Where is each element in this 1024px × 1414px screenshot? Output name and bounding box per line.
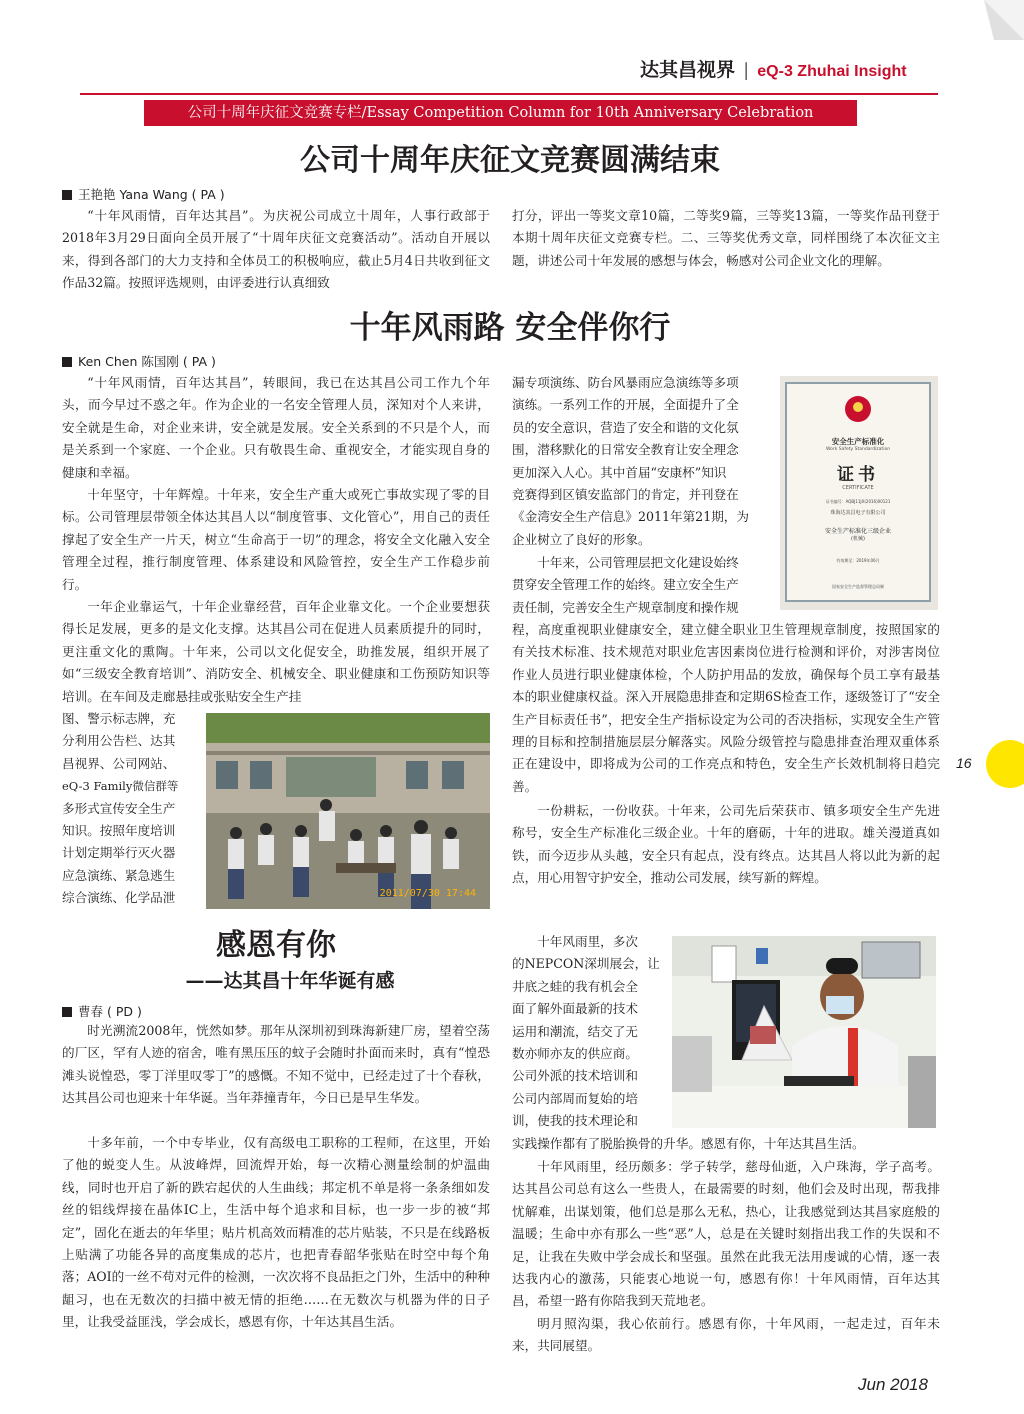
text-line: 演练。一系列工作的开展，全面提升了全 [512,397,739,413]
byline-marker [62,357,72,367]
wrap-line: 面了解外面最新的技术 [512,1001,638,1017]
text-line: 员的安全意识，营造了安全和谐的文化氛 [512,419,739,435]
header-rule [80,93,938,95]
article3-author: 曹春 ( PD ) [78,1004,142,1019]
wrap-line: 训，使我的技术理论和 [512,1113,638,1129]
column-banner [144,100,857,126]
article2-left-p2: 十年坚守，十年辉煌。十年来，安全生产重大或死亡事故实现了零的目标。公司管理层带领全体达其昌人以“制度管事、文化管心”，用自己的责任撑起了安全生产一片天，树立“生命高于一切”的理念，将安全文化融入安全管理全过程，推行制度管理、体系建设和风险管控，安全生产工作稳步前行。 [62,487,490,592]
wrap-line: 分利用公告栏、达其 [62,733,176,749]
article1-author: 王艳艳 Yana Wang ( PA ) [78,187,225,202]
certificate-frame [785,382,931,602]
page-number: 16 [956,755,972,771]
wrap-line: 公司内部周而复始的培 [512,1090,638,1106]
article2-left-p1: “十年风雨情，百年达其昌”，转眼间，我已在达其昌公司工作九个年头，而今早过不惑之年。作为企业的一名安全管理人员，深知对个人来讲，安全就是生命，对企业来讲，安全就是发展。安全关系到的不只是个人，而是关系到一个家庭、一个企业。只有敬畏生命、重视安全，才能实现自身的健康和幸福。 [62,375,490,480]
article3-right-p3: 明月照沟渠，我心依前行。感恩有你，十年风雨，一起走过，百年未来，共同展望。 [512,1316,940,1354]
certificate-title: 证书 [837,465,879,485]
article3-left-p2: 十多年前，一个中专毕业，仅有高级电工职称的工程师，在这里，开始了他的蜕变人生。从波峰焊，回流焊开始，每一次精心测量绘制的炉温曲线，同时也开启了新的跌宕起伏的人生曲线；邦定机不单是将一条条细如发丝的铝线焊接在晶体IC上，生活中每个追求和目标，也一步一步的被“邦定”，固化在逝去的年华里；贴片机高效而精准的芯片贴装，不只是在线路板上贴满了功能各异的高度集成的芯片，也把青春韶华张贴在时空中每个角落；AOI的一丝不苟对元件的检测，一次次将不良品拒之门外，生活中的种种龃习，也在无数次的扫描中被无情的拒绝……在无数次与机器为伴的日子里，让我受益匪浅，学会成长，感恩有你，十年达其昌生活。 [62,1135,490,1330]
wrap-line: 多形式宣传安全生产 [62,800,176,816]
article1-col2: 打分，评出一等奖文章10篇，二等奖9篇，三等奖13篇，一等奖作品刊登于本期十周年庆征文竞赛专栏。二、三等奖优秀文章，同样围绕了本次征文主题，讲述公司十年发展的感想与体会，畅感对公司企业文化的理解。 [512,208,940,268]
certificate-level-sub: (机械) [851,536,865,542]
article3-right-p2: 十年风雨里，经历颇多：学子转学，慈母仙逝，入户珠海，学子高考。达其昌公司总有这么一些贵人，在最需要的时刻，他们会及时出现，帮我排忧解难，出谋划策，他们总是那么无私，热心，让我感觉到达其昌家庭般的温暖；生命中亦有那么一些“恶”人，总是在关键时刻指出我工作的失误和不足，让我在失败中学会成长和坚强。虽然在此我无法用虔诚的心情，逐一表达我内心的激荡，只能衷心地说一句，感恩有你！十年风雨情，百年达其昌，希望一路有你陪我到天荒地老。 [512,1159,940,1309]
byline-marker [62,190,72,200]
text-line: 竞赛得到区镇安监部门的肯定，并刊登在 [512,487,739,503]
certificate-title-en: CERTIFICATE [842,485,874,491]
text-line: 贯穿安全管理工作的始终。建立安全生产 [512,577,739,593]
text-line: 企业树立了良好的形象。 [512,531,651,547]
wrap-line: 数亦师亦友的供应商。 [512,1046,638,1062]
text-line: 围，潜移默化的日常安全教育让安全理念 [512,442,739,458]
page-curl [984,0,1024,40]
wrap-line: eQ-3 Family微信群等 [62,779,179,794]
wrap-line: 十年风雨里，多次 [537,934,638,949]
article2-byline [62,352,216,370]
article3-subtitle: ——达其昌十年华诞有感 [185,970,395,992]
article2-right-p2-wrap [512,552,774,619]
wrap-line: 综合演练、化学品泄 [62,890,176,906]
brand-separator: | [743,60,750,81]
article3-right-p1: 实践操作都有了脱胎换骨的升华。感恩有你，十年达其昌生活。 [512,1136,865,1151]
page-tab-marker [986,740,1024,788]
photo-timestamp: 2011/07/30 17:44 [379,888,476,899]
wrap-line: 应急演练、紧急逃生 [62,867,176,883]
article1-byline [62,185,225,203]
article2-left-p3: 一年企业靠运气，十年企业靠经营，百年企业靠文化。一个企业要想获得长足发展，更多的是文化支撑。达其昌公司在促进人员素质提升的同时，更注重文化的熏陶。十年来，公司以文化促安全，助推发展，组织开展了如“三级安全教育培训”、消防安全、机械安全、职业健康和工伤预防知识等培训。在车间及走廊悬挂或张贴安全生产挂 [62,599,490,704]
article2-author: Ken Chen 陈国刚 ( PA ) [78,354,216,369]
text-line: 责任制，完善安全生产规章制度和操作规 [512,599,739,615]
article2-title: 十年风雨路 安全伴你行 [349,310,671,346]
article3-left-p1: 时光溯流2008年，恍然如梦。那年从深圳初到珠海新建厂房，望着空荡的厂区，罕有人迹的宿舍，唯有黑压压的蚊子会随时扑面而来时，真有“惶恐滩头说惶恐，零丁洋里叹零丁”的感慨。不知不觉中，已经走过了十个春秋，达其昌公司也迎来十年华诞。当年莽撞青年，今日已是早生华发。 [62,1023,490,1106]
header-brand [640,55,940,85]
emblem-icon [845,396,871,422]
brand-en: eQ-3 Zhuhai Insight [757,63,907,80]
engineer-at-desk-photo [672,936,936,1128]
text-line: 十年来，公司管理层把文化建设始终 [537,555,739,570]
issue-date: Jun 2018 [858,1375,928,1394]
article3-byline [62,1002,142,1020]
certificate-valid: 有效期至：2019年06月 [836,558,880,563]
wrap-line: 昌视界、公司网站、 [62,755,176,771]
safety-training-photo [206,713,490,909]
certificate-level: 安全生产标准化三级企业 [824,528,891,535]
article3-title: 感恩有你 [216,928,336,963]
certificate-company: 珠海达其昌电子有限公司 [830,510,886,516]
wrap-line: 公司外派的技术培训和 [512,1068,638,1084]
article1-title: 公司十周年庆征文竞赛圆满结束 [300,143,720,178]
text-line: 漏专项演练、防台风暴雨应急演练等多项 [512,375,739,390]
column-banner-text: 公司十周年庆征文竞赛专栏/Essay Competition Column for 10th Anniversary Celebration [187,105,814,121]
wrap-line: 运用和潮流，结交了无 [512,1023,638,1039]
safety-certificate-image [780,376,938,610]
certificate-subheading: Work Safety Standardization [825,447,891,452]
article2-right-p2: 程，高度重视职业健康安全，建立健全职业卫生管理规章制度，按照国家的有关技术标准、技术规范对职业危害因素岗位进行检测和评价，对涉害岗位作业人员进行职业健康体检，个人防护用品的发放，确保每个员工享有最基本的职业健康权益。深入开展隐患排查和定期6S检查工作，逐级签订了“安全生产目标责任书”，把安全生产指标设定为公司的否决指标，实现安全生产管理的目标和控制措施层层分解落实。风险分级管控与隐患排查治理双重体系正在建设中，即将成为公司的工作亮点和特色，安全生产长效机制将日趋完善。 [512,622,940,794]
certificate-number: 证书编号：AQBJ11JX(2016)00121 [825,499,891,504]
article2-right-top [512,372,774,551]
byline-marker [62,1007,72,1017]
text-line: 更加深入人心。其中首届“安康杯”知识 [512,464,727,480]
article3-right-wrap [512,931,670,1133]
wrap-line: 计划定期举行灭火器 [62,845,176,861]
wrap-line: 井底之蛙的我有机会全 [512,978,638,994]
certificate-heading: 安全生产标准化 [831,437,885,446]
certificate-issuer: 国家安全生产监督管理总局制 [832,584,884,589]
text-line: 《金湾安全生产信息》2011年第21期，为 [512,509,749,525]
wrap-line: 知识。按照年度培训 [62,823,176,839]
wrap-line: 图、警示标志牌，充 [62,711,176,726]
article2-right-p3: 一份耕耘，一份收获。十年来，公司先后荣获市、镇多项安全生产先进称号，安全生产标准化三级企业。十年的磨砺，十年的进取。雄关漫道真如铁，而今迈步从头越，安全只有起点，没有终点。达其昌人将以此为新的起点，用心用智守护安全，推动公司发展，续写新的辉煌。 [512,803,940,886]
article2-left-wrap [62,708,202,910]
brand-cn: 达其昌视界 [640,59,736,81]
wrap-line: 的NEPCON深圳展会，让 [512,956,660,972]
article1-col1: “十年风雨情，百年达其昌”。为庆祝公司成立十周年，人事行政部于2018年3月29日面向全员开展了“十周年庆征文竞赛活动”。活动自开展以来，得到各部门的大力支持和全体员工的积极响应，截止5月4日共收到征文作品32篇。按照评选规则，由评委进行认真细致 [62,208,490,291]
